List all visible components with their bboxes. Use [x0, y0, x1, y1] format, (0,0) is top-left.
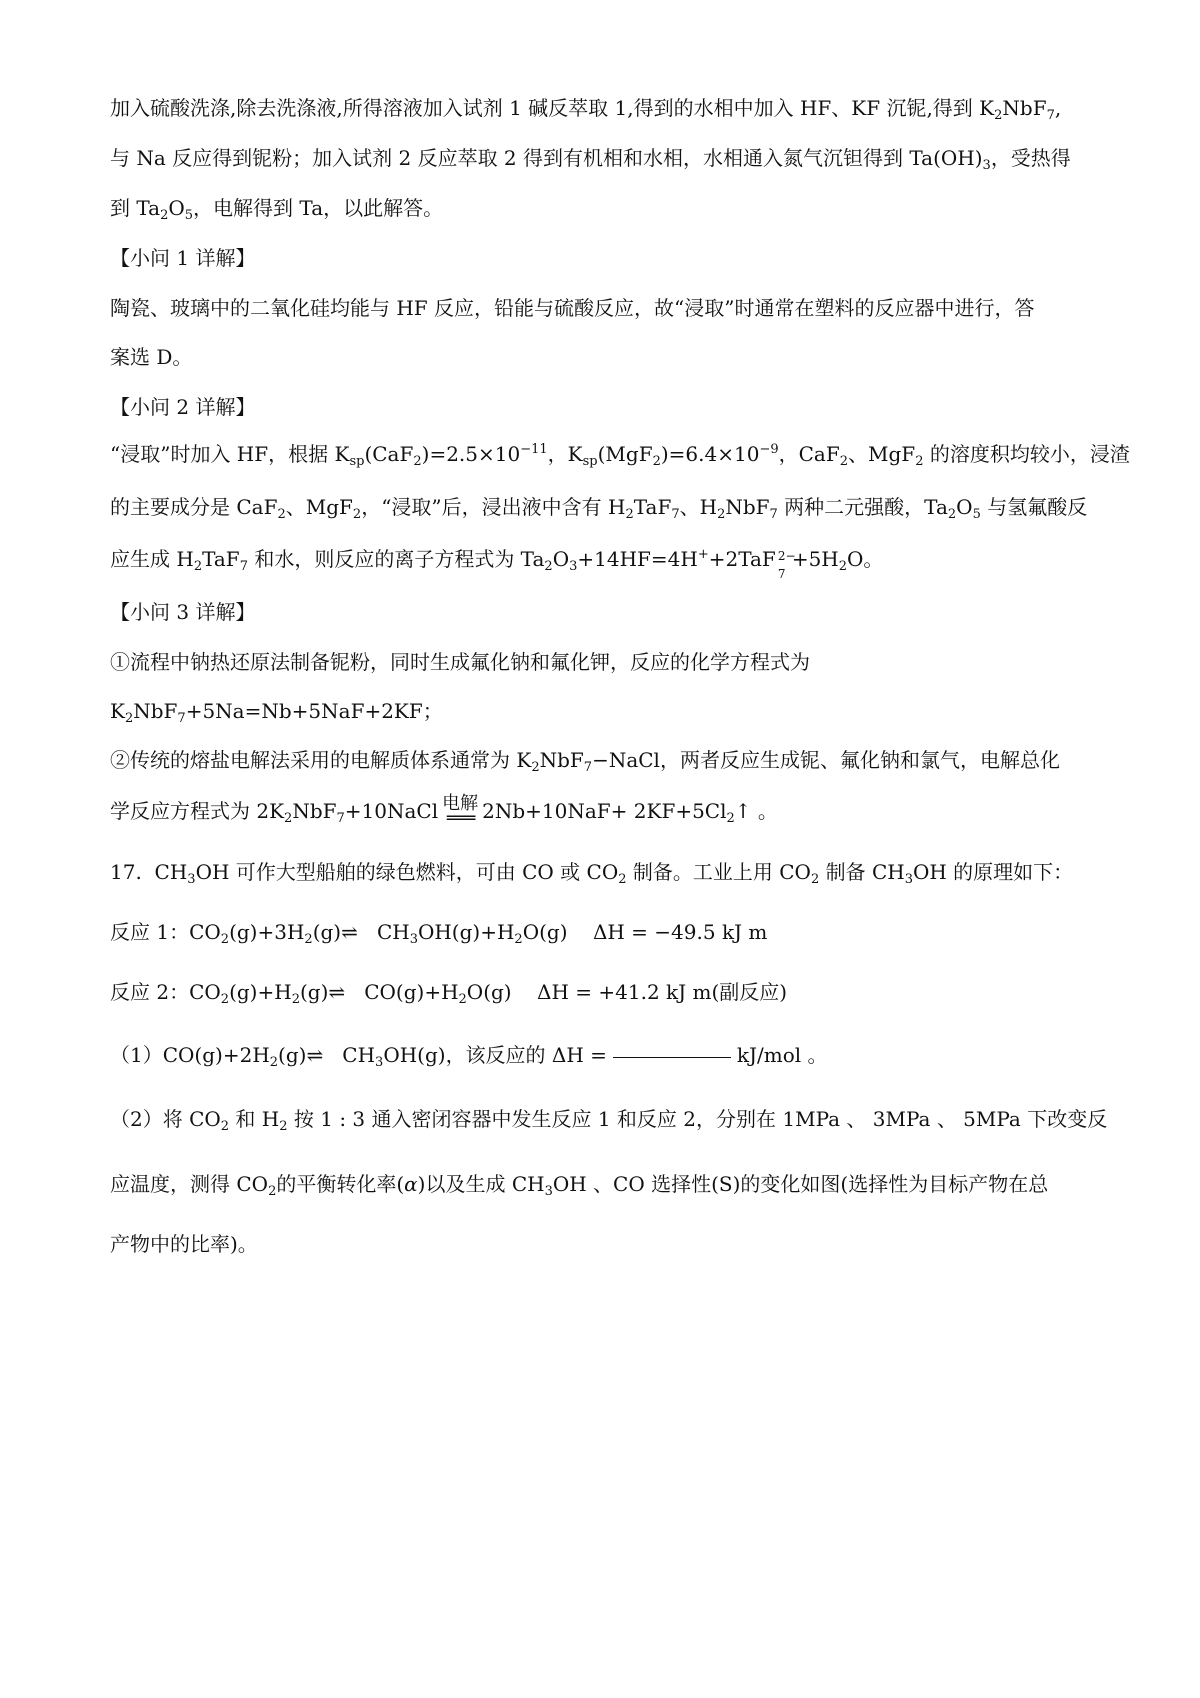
q2-text-2: 的主要成分是 CaF$_2$、MgF$_2$，“浸取”后，浸出液中含有 $H_2TaF_7$、$H_2NbF_7$ 两种二元强酸，$Ta_2O_5$ 与氢氟酸反 [110, 495, 1088, 522]
intro-line-3: 到 $Ta_2O_5$，电解得到 Ta，以此解答。 [110, 196, 444, 223]
reaction-1: 反应 1：$CO_2(g)+3H_2(g)\rightleftharpoons$ $CH_3OH(g)+H_2O(g)$ ΔH = −49.5 kJ m [110, 920, 768, 947]
answer-blank[interactable] [613, 1057, 731, 1058]
q17-intro: 17. $CH_3OH$ 可作大型船舶的绿色燃料，可由 CO 或 $CO_2$ 制备。工业上用 $CO_2$ 制备 $CH_3OH$ 的原理如下： [110, 860, 1074, 887]
q2-header: 【小问 2 详解】 [110, 395, 256, 419]
q1-header: 【小问 1 详解】 [110, 246, 256, 270]
q3-equation-1: $K_2NbF_7+5Na=Nb+5NaF+2KF$； [110, 699, 443, 726]
intro-line-1: 加入硫酸洗涤,除去洗涤液,所得溶液加入试剂 1 碱反萃取 1,得到的水相中加入 HF、KF 沉铌,得到 $K_2NbF_7$, [110, 96, 1062, 123]
q3-para-1: ①流程中钠热还原法制备铌粉，同时生成氟化钠和氟化钾，反应的化学方程式为 [110, 650, 810, 674]
reaction-2: 反应 2：$CO_2(g)+H_2(g)\rightleftharpoons$ $CO(g)+H_2O(g)$ ΔH = +41.2 kJ m(副反应) [110, 980, 788, 1007]
intro-text-1: 加入硫酸洗涤,除去洗涤液,所得溶液加入试剂 1 碱反萃取 1,得到的水相中加入 HF、KF 沉铌,得到 K [110, 96, 995, 120]
q3-para-3: 学反应方程式为 $2K_2NbF_7+10NaCl$ 电解 ═══ $2Nb+10NaF+ 2KF+5Cl_2↑$ 。 [110, 793, 778, 829]
q3-header: 【小问 3 详解】 [110, 600, 256, 624]
q17-part-1: $(1)CO(g)+2H_2(g)\rightleftharpoons$ $CH_3OH(g)$，该反应的 ΔH = kJ/mol 。 [110, 1043, 828, 1070]
q2-text-1: “浸取”时加入 HF，根据 $K_{sp}(CaF_2)=2.5\times 10^{-11}$，$K_{sp}(MgF_2)=6.4\times 10^{-9}$，CaF$_2$、MgF$_2$ 的溶度积均较小，浸渣 [110, 442, 1130, 469]
q2-text-3: 应生成 $H_2TaF_7$ 和水，则反应的离子方程式为 $Ta_2O_3+14HF=4H^++2TaF$ 2− 7 $+5H_2O$。 [110, 547, 884, 581]
intro-line-2: 与 Na 反应得到铌粉；加入试剂 2 反应萃取 2 得到有机相和水相，水相通入氮气沉钽得到 $Ta(OH)_3$，受热得 [110, 146, 1071, 173]
q1-answer-2: 案选 D。 [110, 345, 193, 369]
q17-part-2-line-3: 产物中的比率)。 [110, 1232, 258, 1256]
electrolysis-condition: 电解 ═══ [442, 793, 479, 829]
q3-para-2: ②传统的熔盐电解法采用的电解质体系通常为 $K_2NbF_7-NaCl$，两者反应生成铌、氟化钠和氯气，电解总化 [110, 748, 1060, 775]
q17-part-2-line-2: 应温度，测得 $CO_2$的平衡转化率(α)以及生成 $CH_3OH$ 、CO 选择性(S)的变化如图(选择性为目标产物在总 [110, 1172, 1049, 1199]
q1-answer-1: 陶瓷、玻璃中的二氧化硅均能与 HF 反应，铅能与硫酸反应，故“浸取”时通常在塑料的反应器中进行，答 [110, 296, 1035, 320]
q17-part-2-line-1: （2）将 $CO_2$ 和 $H_2$ 按 1 : 3 通入密闭容器中发生反应 1 和反应 2，分别在 1MPa 、 3MPa 、 5MPa 下改变反 [110, 1107, 1108, 1134]
